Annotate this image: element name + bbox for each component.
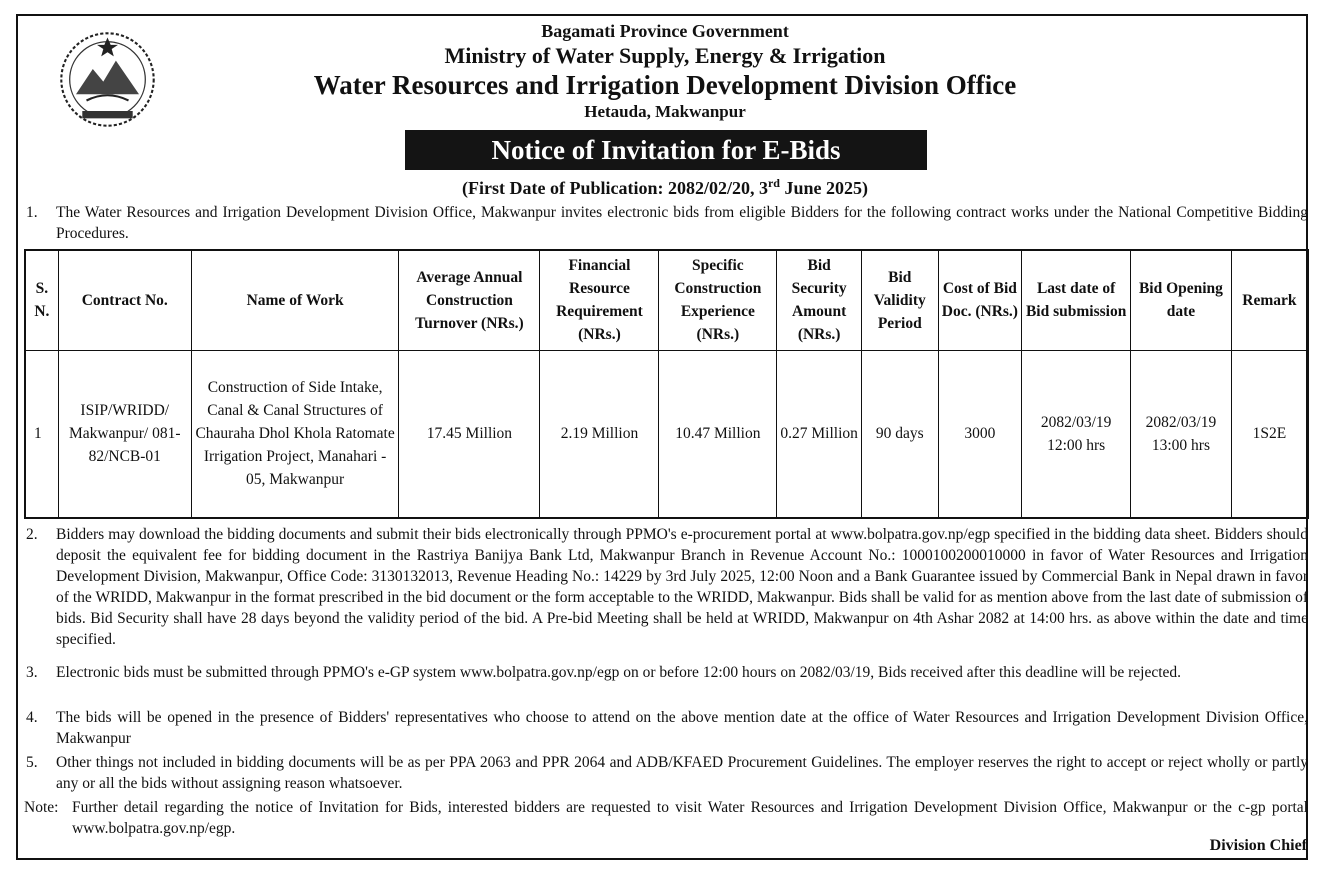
- paragraph-2: [26, 524, 1308, 650]
- table-cell: 3000: [938, 350, 1022, 518]
- note-label: Note:: [24, 799, 59, 816]
- paragraph-number: 1.: [26, 204, 38, 221]
- province-heading: Bagamati Province Government: [541, 21, 789, 41]
- table-header-cell: Name of Work: [191, 250, 399, 350]
- table-header-cell: Contract No.: [58, 250, 191, 350]
- paragraph-text: Other things not included in bidding documents will be as per PPA 2063 and PPR 2064 and ADB/KFAED Procurement Guidelines. The employer reserves the right to accept or reject wholly or partly any or all the bids without assigning reason whatsoever.: [56, 754, 1308, 792]
- note-text: Further detail regarding the notice of Invitation for Bids, interested bidders are requested to visit Water Resources and Irrigation Development Division Office, Makwanpur or the c-gp portal www.bolpatra.gov.np/egp.: [72, 799, 1308, 837]
- publication-date-prefix: (First Date of Publication: 2082/02/20, 3: [462, 178, 768, 198]
- paragraph-number: 5.: [26, 754, 38, 771]
- table-row: [25, 350, 1308, 518]
- paragraph-text: Electronic bids must be submitted through PPMO's e-GP system www.bolpatra.gov.np/egp on or before 12:00 hours on 2082/03/19, Bids received after this deadline will be rejected.: [56, 664, 1182, 681]
- table-cell: 0.27 Million: [777, 350, 862, 518]
- table-cell: 2082/03/19 13:00 hrs: [1131, 350, 1232, 518]
- nepal-emblem-icon: [55, 27, 160, 132]
- paragraph-1: [26, 202, 1308, 244]
- bids-table: [24, 249, 1309, 519]
- notice-title: Notice of Invitation for E-Bids: [405, 130, 927, 170]
- table-cell: 2082/03/19 12:00 hrs: [1022, 350, 1131, 518]
- publication-date-suffix: June 2025): [779, 178, 868, 198]
- table-cell: Construction of Side Intake, Canal & Canal Structures of Chauraha Dhol Khola Ratomate Irrigation Project, Manahari - 05, Makwanpur: [191, 350, 399, 518]
- paragraph-number: 4.: [26, 709, 38, 726]
- ministry-heading: Ministry of Water Supply, Energy & Irrigation: [444, 43, 886, 68]
- paragraph-text: The bids will be opened in the presence of Bidders' representatives who choose to attend on the above mention date at the office of Water Resources and Irrigation Development Division Office, Makwanpur: [56, 709, 1308, 747]
- paragraph-text: The Water Resources and Irrigation Development Division Office, Makwanpur invites electronic bids from eligible Bidders for the following contract works under the National Competitive Bidding Procedures.: [56, 204, 1308, 242]
- table-header-cell: Last date of Bid submission: [1022, 250, 1131, 350]
- paragraph-3: [26, 662, 1308, 683]
- table-header-cell: S. N.: [25, 250, 58, 350]
- paragraph-number: 2.: [26, 526, 38, 543]
- table-cell: 1: [25, 350, 58, 518]
- table-header-cell: Cost of Bid Doc. (NRs.): [938, 250, 1022, 350]
- table-header-cell: Remark: [1231, 250, 1308, 350]
- paragraph-text: Bidders may download the bidding documents and submit their bids electronically through PPMO's e-procurement portal at www.bolpatra.gov.np/egp specified in the bidding data sheet. Bidders should deposit the equivalent fee for bidding document in the Rastriya Banijya Bank Ltd, Makwanpur Branch in Revenue Account No.: 1000100200010000 in favor of Water Resources and Irrigation Development Division, Makwanpur, Office Code: 3130132013, Revenue Heading No.: 14229 by 3rd July 2025, 12:00 Noon and a Bank Guarantee issued by Commercial Bank in Nepal drawn in favor of the WRIDD, Makwanpur in the format prescribed in the bid document or the form acceptable to the WRIDD, Makwanpur. Bids shall be valid for as mention above from the last date of submission of bids. Bid Security shall have 28 days beyond the validity period of the bid. A Pre-bid Meeting shall be held at WRIDD, Makwanpur on 4th Ashar 2082 at 14:00 hrs. as above within the date and time specified.: [56, 526, 1308, 648]
- office-heading: Water Resources and Irrigation Development Division Office: [313, 70, 1017, 100]
- table-header-cell: Bid Opening date: [1131, 250, 1232, 350]
- paragraph-5: [26, 752, 1308, 794]
- table-header-cell: Average Annual Construction Turnover (NRs.): [399, 250, 540, 350]
- table-cell: 2.19 Million: [540, 350, 659, 518]
- signature: Division Chief: [1209, 837, 1307, 854]
- table-header-cell: Financial Resource Requirement (NRs.): [540, 250, 659, 350]
- publication-date-sup: rd: [767, 176, 780, 190]
- table-header-cell: Specific Construction Experience (NRs.): [659, 250, 777, 350]
- table-cell: 90 days: [861, 350, 938, 518]
- table-header-cell: Bid Security Amount (NRs.): [777, 250, 862, 350]
- table-header-row: [25, 250, 1308, 350]
- paragraph-4: [26, 707, 1308, 749]
- table-cell: ISIP/WRIDD/ Makwanpur/ 081-82/NCB-01: [58, 350, 191, 518]
- table-cell: 17.45 Million: [399, 350, 540, 518]
- table-header-cell: Bid Validity Period: [861, 250, 938, 350]
- table-cell: 1S2E: [1231, 350, 1308, 518]
- table-cell: 10.47 Million: [659, 350, 777, 518]
- location-heading: Hetauda, Makwanpur: [584, 102, 746, 121]
- publication-date: [300, 176, 1030, 200]
- note: [24, 797, 1308, 839]
- paragraph-number: 3.: [26, 664, 38, 681]
